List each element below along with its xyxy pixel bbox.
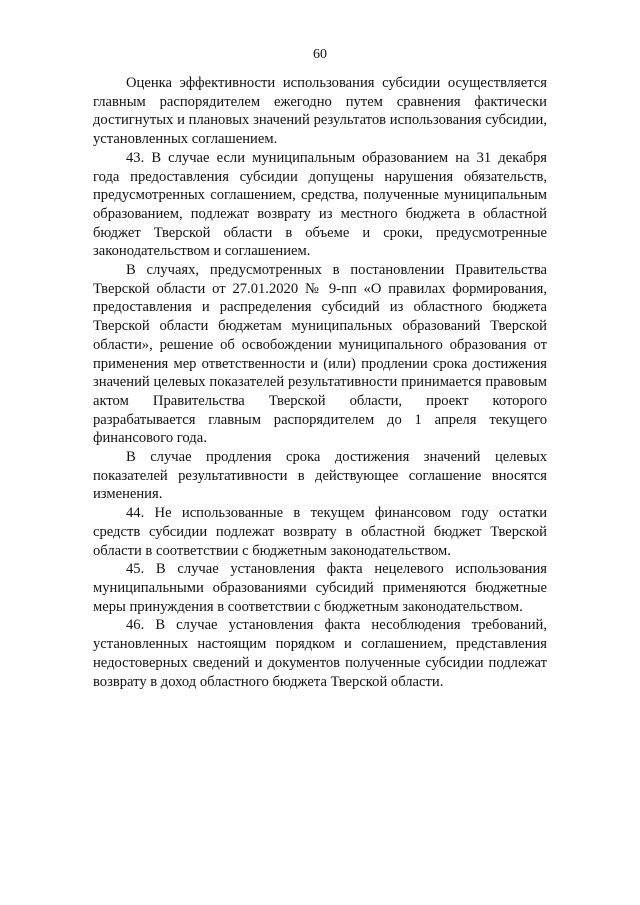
paragraph-exemption-cases: В случаях, предусмотренных в постановлении Правительства Тверской области от 27.01.2020 № 9-пп «О правилах формирования, предоставления и распределения субсидий из областного бюджета Тверской области бюджетам муниципальных образований Тверской области», решение об освобождении муниципального образования от применения мер ответственности и (или) продлении срока достижения значений целевых показателей результативности принимается правовым актом Правительства Тверской области, проект которого разрабатывается главным распорядителем до 1 апреля текущего финансового года. [93, 262, 547, 447]
paragraph-evaluation: Оценка эффективности использования субсидии осуществляется главным распорядителем ежегодно путем сравнения фактически достигнутых и плановых значений результатов использования субсидии, установленных соглашением. [93, 75, 547, 148]
paragraph-extension: В случае продления срока достижения значений целевых показателей результативности в действующее соглашение вносятся изменения. [93, 449, 547, 503]
paragraph-46: 46. В случае установления факта несоблюдения требований, установленных настоящим порядком и соглашением, представления недостоверных сведений и документов полученные субсидии подлежат возврату в доход областного бюджета Тверской области. [93, 617, 547, 690]
document-body [93, 74, 547, 691]
page-number: 60 [313, 47, 327, 62]
paragraph-45: 45. В случае установления факта нецелевого использования муниципальными образованиями субсидий применяются бюджетные меры принуждения в соответствии с бюджетным законодательством. [93, 561, 547, 615]
paragraph-44: 44. Не использованные в текущем финансовом году остатки средств субсидии подлежат возврату в областной бюджет Тверской области в соответствии с бюджетным законодательством. [93, 505, 547, 559]
paragraph-43: 43. В случае если муниципальным образованием на 31 декабря года предоставления субсидии допущены нарушения обязательств, предусмотренных соглашением, средства, полученные муниципальным образованием, подлежат возврату из местного бюджета в областной бюджет Тверской области в объеме и сроки, предусмотренные законодательством и соглашением. [93, 149, 547, 260]
